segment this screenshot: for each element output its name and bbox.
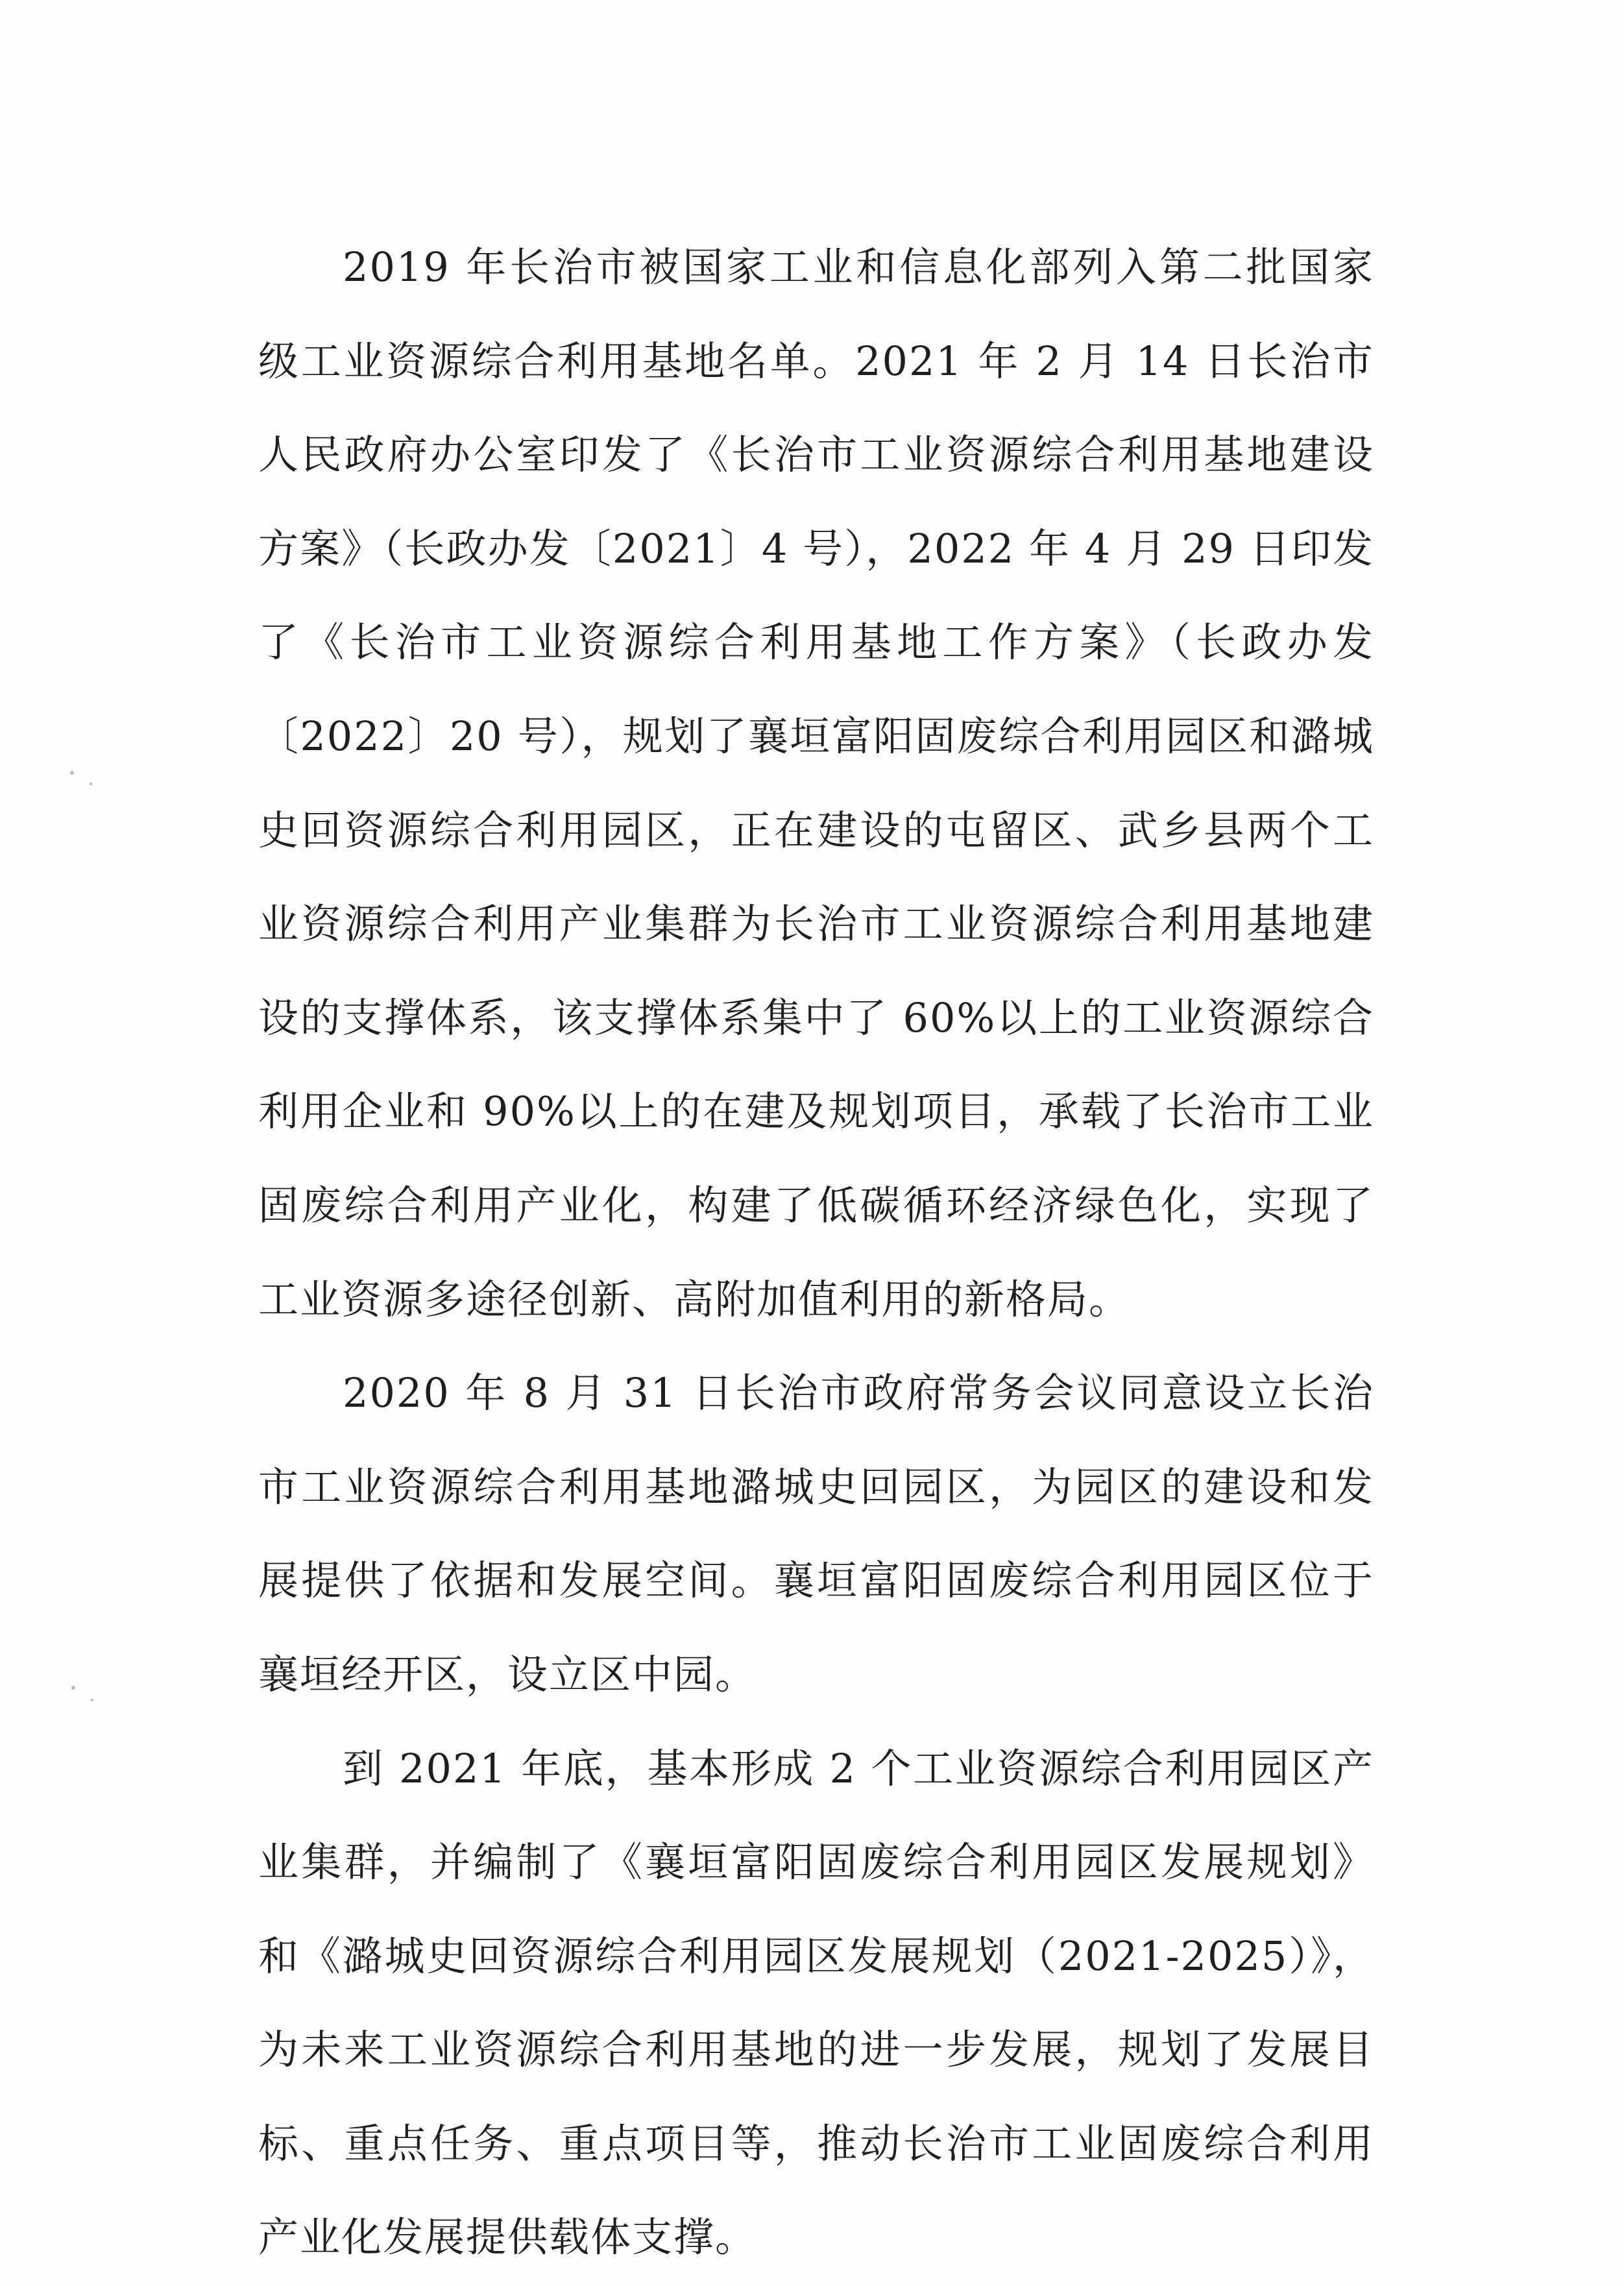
- paragraph-2: 2020 年 8 月 31 日长治市政府常务会议同意设立长治市工业资源综合利用基地潞城史回园区，为园区的建设和发展提供了依据和发展空间。襄垣富阳固废综合利用园区位于襄垣经开区，设立区中园。: [258, 1369, 1374, 1698]
- paragraph-3: 到 2021 年底，基本形成 2 个工业资源综合利用园区产业集群，并编制了《襄垣富阳固废综合利用园区发展规划》和《潞城史回资源综合利用园区发展规划（2021-2025）》，为未来工业资源综合利用基地的进一步发展，规划了发展目标、重点任务、重点项目等，推动长治市工业固废综合利用产业化发展提供载体支撑。: [258, 1744, 1374, 2261]
- scan-speck: [90, 783, 92, 785]
- scan-speck: [91, 1699, 93, 1701]
- scan-speck: [71, 1686, 75, 1690]
- document-body: [258, 221, 1374, 2285]
- paragraph-1: 2019 年长治市被国家工业和信息化部列入第二批国家级工业资源综合利用基地名单。2021 年 2 月 14 日长治市人民政府办公室印发了《长治市工业资源综合利用基地建设方案》（长政办发〔2021〕4 号），2022 年 4 月 29 日印发了《长治市工业资源综合利用基地工作方案》（长政办发〔2022〕20 号），规划了襄垣富阳固废综合利用园区和潞城史回资源综合利用园区，正在建设的屯留区、武乡县两个工业资源综合利用产业集群为长治市工业资源综合利用基地建设的支撑体系，该支撑体系集中了 60%以上的工业资源综合利用企业和 90%以上的在建及规划项目，承载了长治市工业固废综合利用产业化，构建了低碳循环经济绿色化，实现了工业资源多途径创新、高附加值利用的新格局。: [258, 243, 1374, 1323]
- scan-speck: [70, 771, 74, 775]
